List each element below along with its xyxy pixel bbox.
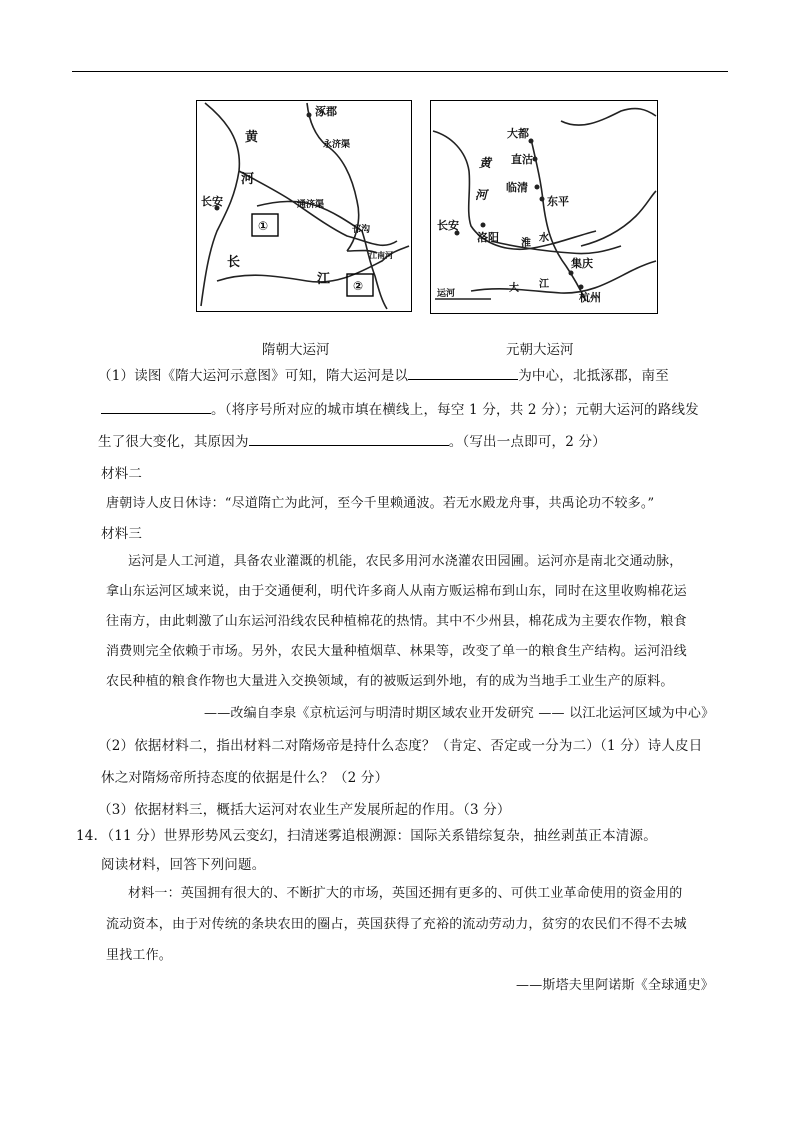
- q1-text-b: 为中心，北抵涿郡，南至: [518, 368, 669, 384]
- m3-line-1: 拿山东运河区域来说，由于交通便利，明代许多商人从南方贩运棉布到山东，同时在这里收购棉花运: [106, 584, 687, 599]
- sui-label-tongjiqu: 通济渠: [297, 200, 325, 210]
- m3-line-0: 运河是人工河道，具备农业灌溉的机能，农民多用河水浇灌农田园圃。运河亦是南北交通动脉，: [128, 554, 683, 569]
- sui-map-svg: [197, 101, 411, 311]
- header-rule: [72, 71, 728, 72]
- q1-line1: [98, 364, 669, 384]
- sui-label-jiangnanhe: 江南河: [369, 251, 393, 260]
- q14-source: ——斯塔夫里阿诺斯《全球通史》: [516, 978, 715, 993]
- yuan-label-legend: 运河: [437, 289, 456, 299]
- m3-line-4: 农民种植的粮食作物也大量进入交换领域，有的被贩运到外地，有的成为当地手工业生产的原料。: [106, 674, 674, 689]
- q1-text-a: （1）读图《隋大运河示意图》可知，隋大运河是以: [98, 368, 409, 384]
- m3-source: ——改编自李泉《京杭运河与明清时期区域农业开发研究 —— 以江北运河区域为中心》: [204, 706, 715, 721]
- zhuojun-dot: [307, 113, 312, 118]
- yuan-label-da: 大: [509, 283, 519, 294]
- q14-line2: 阅读材料，回答下列问题。: [101, 857, 266, 873]
- m3-line-3: 消费则完全依赖于市场。另外，农民大量种植烟草、林果等，改变了单一的粮食生产结构。运河沿线: [106, 644, 687, 659]
- q14-m1-line-2: 里找工作。: [106, 948, 173, 963]
- yuan-label-jiang: 江: [539, 279, 549, 290]
- q1-blank-center[interactable]: [408, 365, 518, 380]
- q14-m1-line-0: 材料一：英国拥有很大的、不断扩大的市场，英国还拥有更多的、可供工业革命使用的资金用的: [128, 886, 683, 901]
- yuan-canal-map: [430, 100, 658, 314]
- yuan-map-svg: [431, 101, 657, 313]
- linqing-dot: [535, 185, 540, 190]
- sui-mark-2: ②: [353, 279, 364, 293]
- q1-text-e: 。（写出一点即可，2 分）: [448, 434, 606, 450]
- zhigu-dot: [533, 157, 538, 162]
- sui-label-huang: 黄: [245, 130, 259, 145]
- q1-text-c: 。（将序号所对应的城市填在横线上，每空 1 分，共 2 分）；元朝大运河的路线发: [211, 402, 699, 418]
- q14-m1-line-1: 流动资本，由于对传统的条块农田的圈占，英国获得了充裕的流动劳动力，贫穷的农民们不得不去城: [106, 917, 687, 932]
- yuan-label-shui: 水: [539, 233, 549, 244]
- q3-line1: （3）依据材料三，概括大运河对农业生产发展所起的作用。（3 分）: [98, 802, 511, 818]
- hangzhou-dot: [579, 285, 584, 290]
- yuan-label-linqing: 临清: [506, 181, 528, 194]
- yuan-label-huang: 黄: [479, 156, 492, 170]
- m2-text: 唐朝诗人皮日休诗：“尽道隋亡为此河，至今千里赖通波。若无水殿龙舟事，共禹论功不较多。”: [106, 496, 655, 511]
- m3-title: 材料三: [101, 526, 143, 542]
- q14-line1: 14．（11 分）世界形势风云变幻，扫清迷雾追根溯源：国际关系错综复杂，抽丝剥茧正本清源。: [76, 828, 657, 844]
- sui-mark-1: ①: [258, 219, 269, 233]
- sui-label-jiang: 江: [317, 272, 331, 287]
- yuan-map-caption: 元朝大运河: [506, 342, 574, 358]
- yuan-label-jiqing: 集庆: [571, 257, 593, 270]
- yuan-label-luoyang: 洛阳: [477, 231, 499, 244]
- q2-line1: （2）依据材料二，指出材料二对隋炀帝是持什么态度？（肯定、否定或一分为二）（1 分）诗人皮日: [98, 738, 703, 754]
- q1-text-d: 生了很大变化，其原因为: [98, 434, 249, 450]
- jiqing-dot: [569, 271, 574, 276]
- dadu-dot: [529, 139, 534, 144]
- dongping-dot: [540, 197, 545, 202]
- luoyang-dot: [481, 223, 486, 228]
- sui-canal-map: [196, 100, 412, 312]
- q1-line2: [101, 398, 699, 418]
- yuan-label-dadu: 大都: [507, 127, 529, 140]
- sui-label-changan: 长安: [201, 195, 223, 208]
- sui-label-zhuojun: 涿郡: [315, 105, 337, 118]
- yuan-label-changan: 长安: [437, 219, 459, 232]
- sui-label-yongjiqu: 永济渠: [323, 140, 351, 150]
- yuan-label-zhigu: 直沽: [511, 153, 533, 166]
- q1-blank-south[interactable]: [101, 399, 211, 414]
- sui-label-he: 河: [241, 172, 255, 187]
- sui-label-hangou: 邗沟: [352, 225, 371, 235]
- m3-line-2: 往南方，由此刺激了山东运河沿线农民种植棉花的热情。其中不少州县，棉花成为主要农作物，粮食: [106, 614, 687, 629]
- yuan-label-dongping: 东平: [547, 195, 569, 208]
- q1-blank-reason[interactable]: [249, 431, 449, 446]
- m2-title: 材料二: [101, 466, 143, 482]
- q2-line2: 休之对隋炀帝所持态度的依据是什么？（2 分）: [101, 770, 389, 786]
- yuan-label-hangzhou: 杭州: [579, 291, 601, 304]
- q1-line3: [98, 430, 606, 450]
- yuan-label-huai: 淮: [521, 238, 531, 249]
- sui-map-caption: 隋朝大运河: [262, 342, 330, 358]
- yuan-label-he: 河: [475, 188, 488, 202]
- sui-label-chang: 长: [227, 255, 241, 270]
